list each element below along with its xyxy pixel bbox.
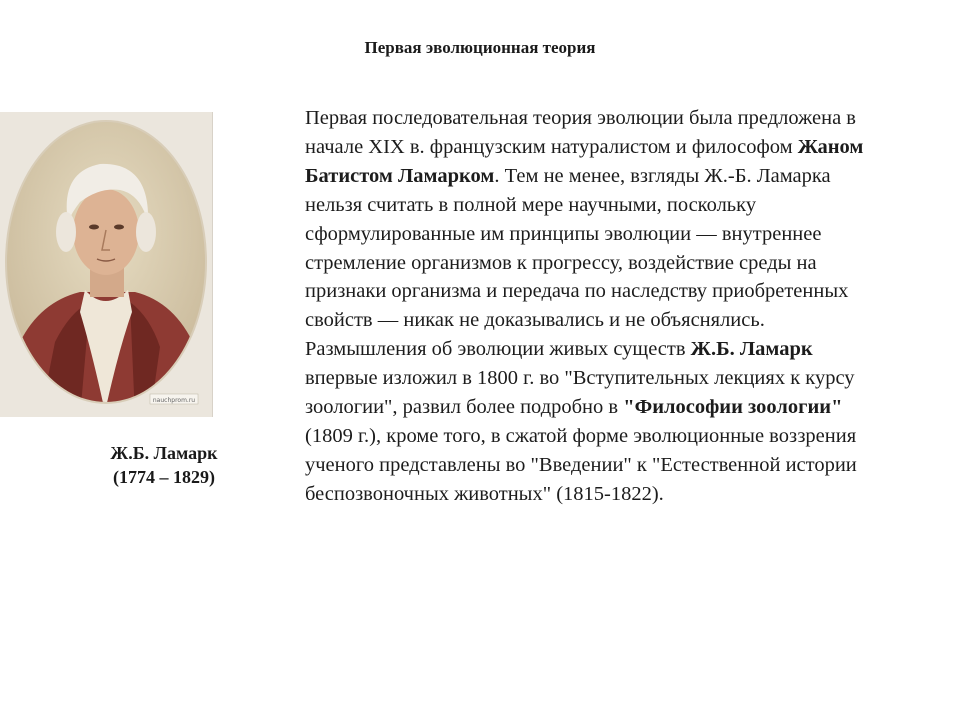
portrait-caption xyxy=(60,441,268,489)
body-text-2: . Тем не менее, взгляды Ж.-Б. Ламарка нельзя считать в полной мере научными, поскольку сформулированные им принципы эволюции — внутреннее стремление организмов к прогрессу, воздействие среды на признаки организма и передача по наследству приобретенных свойств — никак не доказывались и не объяснялись. Размышления об эволюции живых существ xyxy=(305,164,849,361)
body-bold-lamarck: Ж.Б. Ламарк xyxy=(690,338,813,361)
caption-years: (1774 – 1829) xyxy=(113,467,215,487)
portrait-image xyxy=(0,112,212,417)
watermark-text: nauchprom.ru xyxy=(152,397,196,404)
caption-name: Ж.Б. Ламарк xyxy=(110,443,218,463)
body-text-1: Первая последовательная теория эволюции была предложена в начале XIX в. французским натуралистом и философом xyxy=(305,107,856,158)
body-text-3: впервые изложил в 1800 г. во "Вступительных лекциях к курсу зоологии", развил более подробно в xyxy=(305,367,855,419)
lamarck-portrait xyxy=(0,112,213,417)
body-bold-lamarck-full: Жаном Батистом Ламарком xyxy=(305,135,864,187)
body-bold-philosophy: "Философии зоологии" xyxy=(623,396,843,419)
body-text-4: (1809 г.), кроме того, в сжатой форме эволюционные воззрения ученого представлены во "Введении" к "Естественной истории беспозвоночных животных" (1815-1822). xyxy=(305,424,857,505)
body-paragraph xyxy=(305,104,875,509)
page-title: Первая эволюционная теория xyxy=(364,38,596,57)
